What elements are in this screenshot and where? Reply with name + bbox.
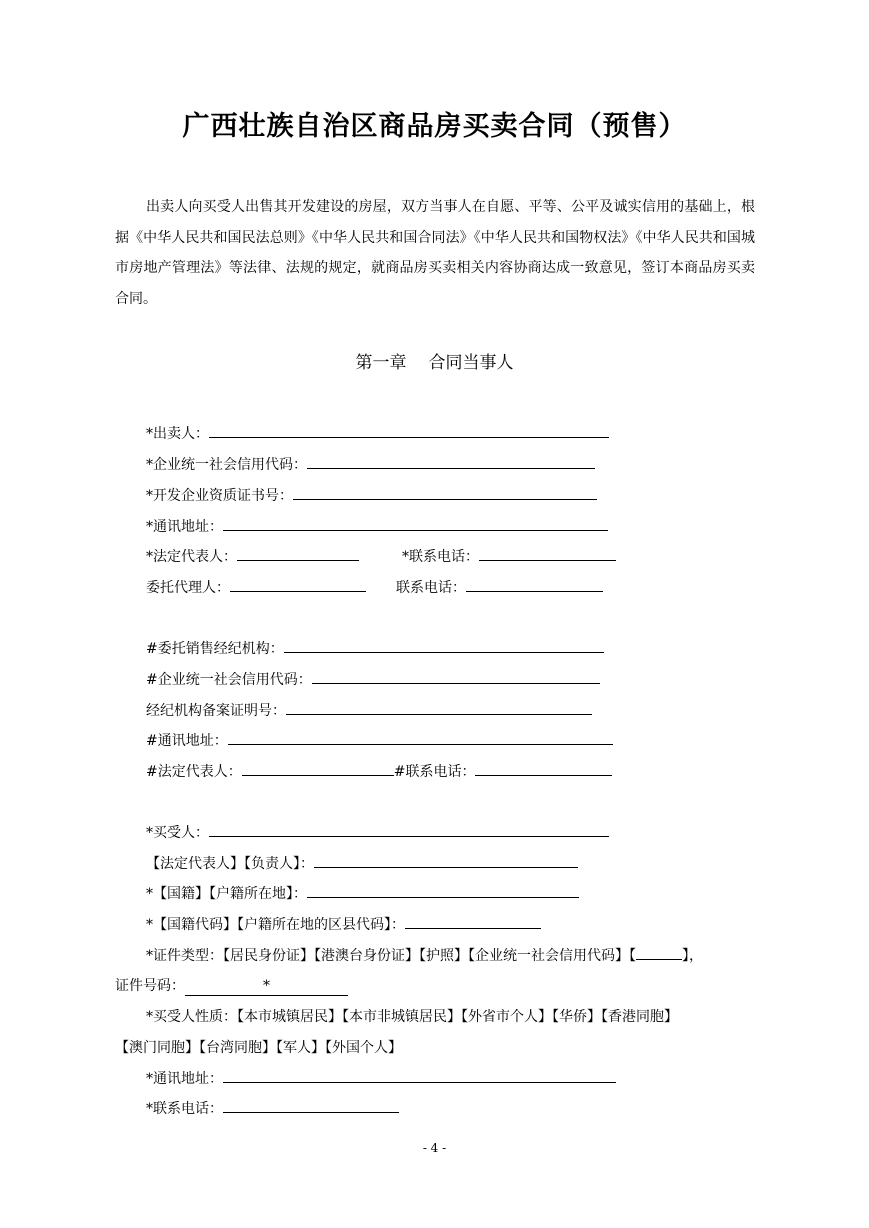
buyer-phone-row [146,1100,399,1118]
seller-agent-phone-field[interactable] [466,579,603,592]
buyer-id-number-field[interactable]: * [185,978,348,996]
buyer-id-number-label: 证件号码： [115,978,185,994]
broker-legal-rep-field[interactable] [242,763,394,776]
buyer-legal-rep-label: 【法定代表人】【负责人】： [146,856,314,872]
seller-credit-code-label: *企业统一社会信用代码： [146,457,307,473]
buyer-address-field[interactable] [223,1070,616,1083]
broker-phone-field[interactable] [475,763,612,776]
chapter-number: 第一章 [355,353,407,373]
seller-name-label: *出卖人： [146,426,209,442]
buyer-name-field[interactable] [209,824,609,837]
seller-qualification-label: *开发企业资质证书号： [146,488,293,504]
seller-name-row [146,425,609,443]
buyer-id-type-close: 】， [682,948,703,964]
seller-phone-row [402,548,616,566]
broker-name-field[interactable] [284,640,604,653]
buyer-nationality-code-row [146,916,541,934]
seller-address-row [146,518,608,536]
buyer-id-type-row [146,947,703,965]
broker-credit-code-row [146,671,600,689]
seller-address-field[interactable] [223,518,608,531]
broker-address-label: #通讯地址： [146,733,228,749]
seller-agent-field[interactable] [230,579,366,592]
buyer-id-type-label: *证件类型：【居民身份证】【港澳台身份证】【护照】【企业统一社会信用代码】【 [146,948,636,964]
seller-qualification-field[interactable] [293,487,597,500]
seller-phone-label: *联系电话： [402,549,479,565]
seller-credit-code-row [146,456,595,474]
broker-address-field[interactable] [228,732,613,745]
seller-agent-label: 委托代理人： [146,580,230,596]
seller-agent-phone-label: 联系电话： [396,580,466,596]
seller-address-label: *通讯地址： [146,519,223,535]
broker-name-row [146,640,604,658]
buyer-nature-row-1 [146,1008,678,1026]
buyer-nationality-field[interactable] [307,885,579,898]
seller-legal-rep-row [146,548,359,566]
seller-agent-phone-row [396,579,603,597]
seller-legal-rep-field[interactable] [237,548,359,561]
broker-credit-code-field[interactable] [312,671,600,684]
buyer-nationality-code-field[interactable] [405,916,541,929]
broker-filing-label: 经纪机构备案证明号： [146,703,286,719]
seller-phone-field[interactable] [479,548,616,561]
broker-credit-code-label: #企业统一社会信用代码： [146,672,312,688]
buyer-id-number-row [115,977,348,996]
chapter-heading [0,348,869,373]
buyer-address-label: *通讯地址： [146,1071,223,1087]
seller-agent-row [146,579,366,597]
seller-name-field[interactable] [209,425,609,438]
buyer-legal-rep-row [146,855,578,873]
buyer-legal-rep-field[interactable] [314,855,578,868]
broker-name-label: #委托销售经纪机构： [146,641,284,657]
seller-legal-rep-label: *法定代表人： [146,549,237,565]
buyer-nationality-label: *【国籍】【户籍所在地】： [146,886,307,902]
buyer-nature-row-2 [115,1039,402,1057]
buyer-nationality-code-label: *【国籍代码】【户籍所在地的区县代码】： [146,917,405,933]
buyer-phone-field[interactable] [223,1100,399,1113]
chapter-name: 合同当事人 [428,353,514,373]
broker-legal-rep-label: #法定代表人： [146,764,242,780]
broker-address-row [146,732,613,750]
broker-filing-field[interactable] [286,702,592,715]
broker-phone-label: #联系电话： [393,764,476,780]
broker-filing-row [146,702,592,720]
intro-paragraph: 出卖人向买受人出售其开发建设的房屋，双方当事人在自愿、平等、公平及诚实信用的基础上，根据《中华人民共和国民法总则》《中华人民共和国合同法》《中华人民共和国物权法》《中华人民共和国城市房地产管理法》等法律、法规的规定，就商品房买卖相关内容协商达成一致意见，签订本商品房买卖合同。 [115,199,755,307]
buyer-name-row [146,824,609,842]
buyer-address-row [146,1070,616,1088]
broker-legal-rep-row [146,763,612,781]
buyer-id-type-other-field[interactable] [636,947,682,960]
buyer-nature-label-2: 【澳门同胞】【台湾同胞】【军人】【外国个人】 [115,1040,402,1056]
page-number: - 4 - [422,1141,447,1155]
buyer-name-label: *买受人： [146,825,209,841]
buyer-nature-label-1: *买受人性质：【本市城镇居民】【本市非城镇居民】【外省市个人】【华侨】【香港同胞】 [146,1009,678,1025]
contract-title: 广西壮族自治区商品房买卖合同（预售） [182,111,687,142]
buyer-phone-label: *联系电话： [146,1101,223,1117]
seller-credit-code-field[interactable] [307,456,595,469]
buyer-nationality-row [146,885,579,903]
seller-qualification-row [146,487,597,505]
